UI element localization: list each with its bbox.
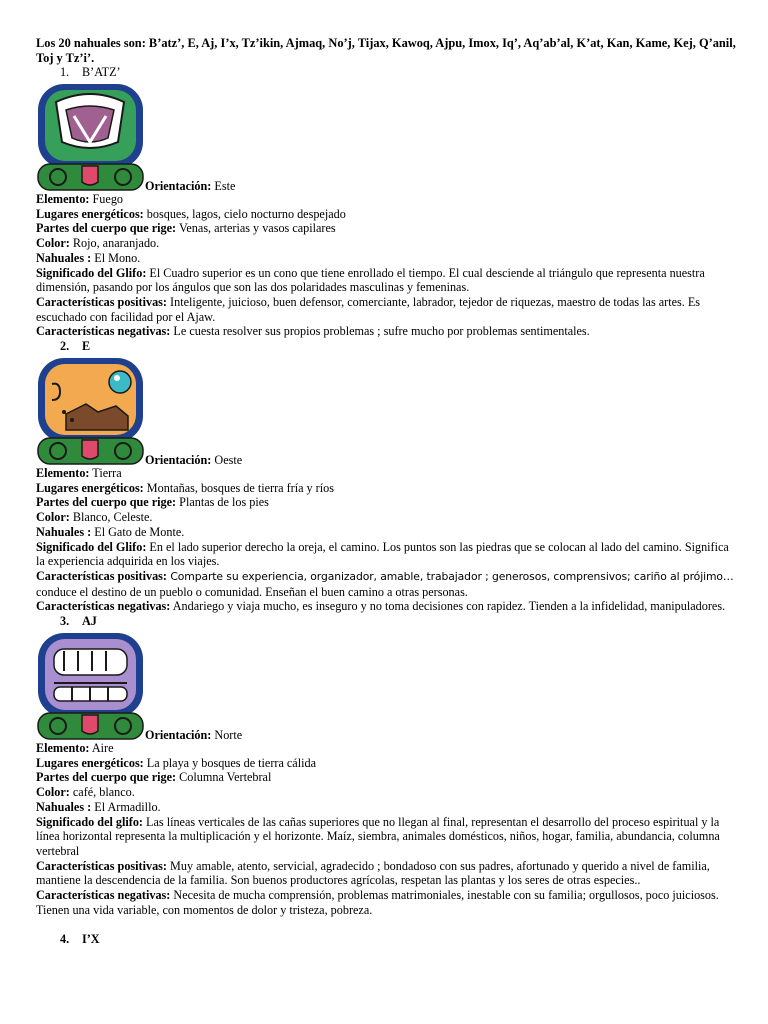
document-page [36, 36, 736, 947]
places-label: Lugares energéticos: [36, 206, 144, 221]
element-value: Tierra [89, 466, 122, 481]
nahual-value: El Armadillo. [91, 799, 161, 814]
element-label: Elemento: [36, 466, 90, 481]
places-label: Lugares energéticos: [36, 755, 144, 770]
places-label: Lugares energéticos: [36, 480, 144, 495]
body-parts-value: Plantas de los pies [176, 495, 269, 510]
aj-glyph-image [36, 631, 145, 741]
nahual-label: Nahuales : [36, 250, 92, 265]
item-number: 4. [60, 931, 70, 946]
nahual-line [36, 525, 736, 540]
meaning-label: Significado del Glifo: [36, 265, 147, 280]
places-line [36, 481, 736, 496]
orientation-value: Norte [211, 728, 243, 743]
item-heading [36, 339, 736, 354]
body-parts-value: Columna Vertebral [176, 770, 272, 785]
meaning-label: Significado del glifo: [36, 814, 143, 829]
e-glyph-image [36, 356, 145, 466]
nahual-value: El Gato de Monte. [91, 524, 185, 539]
body-parts-label: Partes del cuerpo que rige: [36, 770, 177, 785]
color-line [36, 785, 736, 800]
body-parts-line [36, 495, 736, 510]
negative-value: Necesita de mucha comprensión, problemas matrimoniales, inestable con su familia; orgullosos, poco juiciosos. Tienen una vida variable, con momentos de dolor y tristeza, pobreza. [36, 888, 719, 917]
positive-line [36, 295, 736, 324]
places-value: Montañas, bosques de tierra fría y ríos [143, 480, 334, 495]
meaning-line [36, 540, 736, 569]
positive-label: Características positivas: [36, 294, 167, 309]
orientation-value: Este [211, 179, 236, 194]
element-line [36, 741, 736, 756]
item-title: B’ATZ’ [82, 65, 121, 79]
positive-line [36, 569, 736, 585]
body-parts-value: Venas, arterias y vasos capilares [176, 221, 336, 236]
nahual-label: Nahuales : [36, 524, 92, 539]
color-label: Color: [36, 236, 70, 251]
positive-value: Inteligente, juicioso, buen defensor, comerciante, labrador, tejedor de riquezas, maestro de todas las artes. Es escuchado con facilidad por el Ajaw. [36, 294, 701, 324]
places-line [36, 756, 736, 771]
body-parts-label: Partes del cuerpo que rige: [36, 221, 177, 236]
item-title: E [82, 339, 91, 354]
body-parts-line [36, 770, 736, 785]
negative-line [36, 324, 736, 339]
color-line [36, 236, 736, 251]
places-value: bosques, lagos, cielo nocturno despejado [143, 206, 346, 221]
nahual-line [36, 251, 736, 266]
element-label: Elemento: [36, 741, 90, 756]
glyph-row [36, 356, 736, 466]
orientation-line [145, 728, 242, 743]
meaning-line [36, 815, 736, 859]
glyph-row [36, 631, 736, 741]
negative-label: Características negativas: [36, 599, 171, 614]
batz-glyph-image [36, 82, 145, 192]
element-value: Aire [89, 741, 114, 756]
nahual-label: Nahuales : [36, 799, 92, 814]
item-title: I’X [82, 931, 100, 946]
color-value: café, blanco. [69, 785, 135, 800]
negative-line [36, 599, 736, 614]
negative-value: Andariego y viaja mucho, es inseguro y no toma decisiones con rapidez. Tienden a la infidelidad, manipuladores. [170, 599, 726, 614]
positive-value-continued: conduce el destino de un pueblo o comunidad. Enseñan el buen camino a otras personas. [36, 584, 468, 599]
color-line [36, 510, 736, 525]
body-parts-label: Partes del cuerpo que rige: [36, 495, 177, 510]
color-label: Color: [36, 510, 70, 525]
item-heading [36, 932, 736, 947]
negative-label: Características negativas: [36, 324, 171, 339]
places-value: La playa y bosques de tierra cálida [143, 755, 316, 770]
element-label: Elemento: [36, 192, 90, 206]
negative-line [36, 888, 736, 917]
item-heading [36, 614, 736, 629]
orientation-line [145, 179, 235, 194]
body-parts-line [36, 221, 736, 236]
positive-line [36, 859, 736, 888]
places-line [36, 207, 736, 222]
positive-value: Muy amable, atento, servicial, agradecido ; bondadoso con sus padres, afortunado y querido a nivel de familia, mantiene la descendencia de la familia. Son buenos productores agrícolas, respetan las plantas y los seres de otras especies.. [36, 858, 710, 888]
item-title: AJ [82, 614, 97, 629]
item-number: 2. [60, 339, 70, 354]
orientation-label: Orientación: [145, 179, 212, 194]
meaning-value: Las líneas verticales de las cañas superiores que no llegan al final, representan el desarrollo del proceso espiritual y la línea horizontal representa la multiplicación y el horizonte. Maíz, siembra, animales domésticos, niños, hogar, familia, abundancia, columna vertebral [36, 814, 720, 858]
element-value: Fuego [89, 192, 123, 206]
positive-value-handwritten: Comparte su experiencia, organizador, amable, trabajador ; generosos, comprensivos; cariño al prójimo… [167, 569, 734, 583]
color-value: Rojo, anaranjado. [69, 236, 160, 251]
positive-label: Características positivas: [36, 858, 167, 873]
element-line [36, 192, 736, 207]
color-value: Blanco, Celeste. [69, 510, 153, 525]
positive-continuation-line [36, 585, 736, 600]
orientation-label: Orientación: [145, 453, 212, 468]
item-number: 3. [60, 614, 70, 629]
negative-value: Le cuesta resolver sus propios problemas ; sufre mucho por problemas sentimentales. [170, 324, 590, 339]
orientation-value: Oeste [211, 453, 243, 468]
meaning-value: El Cuadro superior es un cono que tiene enrollado el tiempo. El cual desciende al triángulo que representa nuestra dimensión, pasando por los ángulos que son las dos polaridades masculinas y femeninas. [36, 265, 705, 295]
item-number: 1. [60, 65, 70, 79]
nahual-value: El Mono. [91, 250, 141, 265]
meaning-line [36, 266, 736, 295]
meaning-value: En el lado superior derecho la oreja, el camino. Los puntos son las piedras que se colocan al lado del camino. Significa la experiencia adquirida en los viajes. [36, 539, 729, 569]
meaning-label: Significado del Glifo: [36, 539, 147, 554]
color-label: Color: [36, 785, 70, 800]
negative-label: Características negativas: [36, 888, 171, 903]
element-line [36, 466, 736, 481]
glyph-row [36, 82, 736, 192]
positive-label: Características positivas: [36, 568, 167, 583]
nahual-line [36, 800, 736, 815]
item-heading [36, 65, 736, 80]
intro-text: Los 20 nahuales son: B’atz’, E, Aj, I’x, Tz’ikin, Ajmaq, No’j, Tijax, Kawoq, Ajpu, Imox, Iq’, Aq’ab’al, K’at, Kan, Kame, Kej, Q’anil, Toj y Tz’i’. [36, 36, 736, 65]
orientation-label: Orientación: [145, 728, 212, 743]
orientation-line [145, 453, 242, 468]
